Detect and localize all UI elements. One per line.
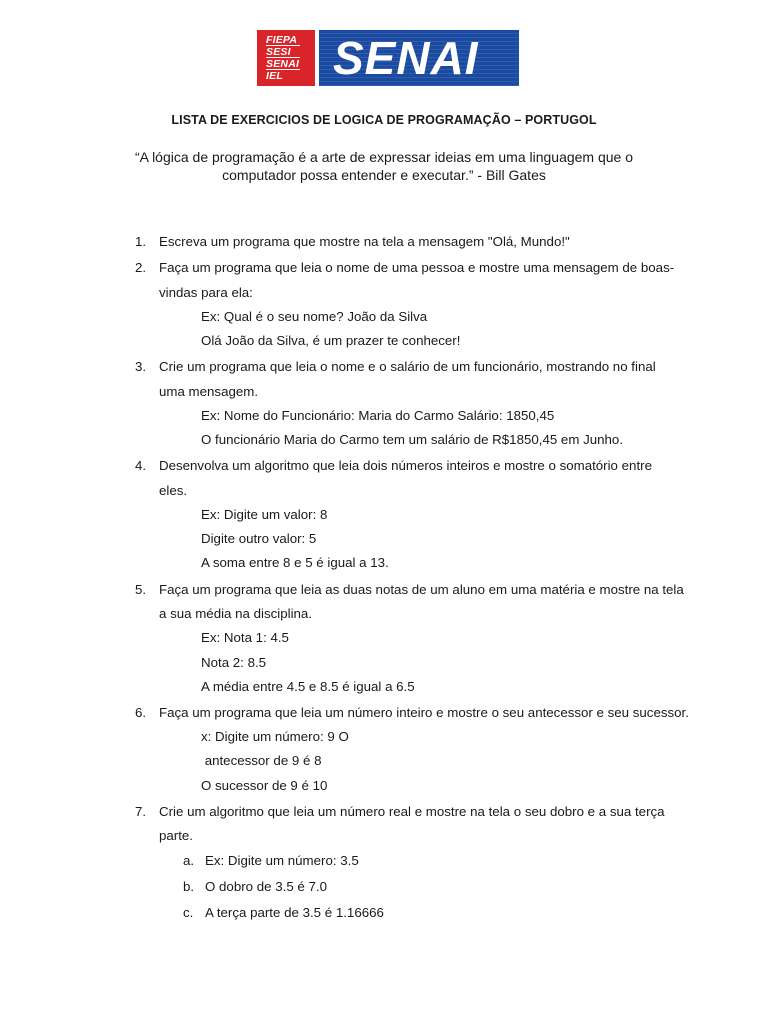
- item-text: Escreva um programa que mostre na tela a mensagem "Olá, Mundo!": [159, 234, 570, 249]
- example-line: O sucessor de 9 é 10: [201, 778, 328, 793]
- quote-line: “A lógica de programação é a arte de expressar ideias em uma linguagem que o: [134, 149, 634, 165]
- item-number: 1.: [135, 234, 147, 249]
- item-text: parte.: [159, 828, 194, 843]
- senai-wordmark-box: [319, 30, 519, 86]
- item-text: vindas para ela:: [159, 285, 253, 300]
- item-number: 5.: [135, 582, 147, 597]
- example-line: A soma entre 8 e 5 é igual a 13.: [201, 555, 389, 570]
- badge-line: IEL: [266, 70, 283, 82]
- example-line: antecessor de 9 é 8: [201, 753, 322, 768]
- example-line: Ex: Digite um valor: 8: [201, 507, 328, 522]
- badge-line: FIEPA: [266, 35, 300, 46]
- item-text: Faça um programa que leia as duas notas de um aluno em uma matéria e mostre na tela: [159, 582, 684, 597]
- senai-logo: [257, 30, 519, 86]
- item-number: 2.: [135, 260, 147, 275]
- example-line: O funcionário Maria do Carmo tem um salário de R$1850,45 em Junho.: [201, 432, 624, 447]
- quote: [120, 148, 648, 184]
- sub-item-letter: b.: [183, 879, 195, 894]
- item-number: 3.: [135, 359, 147, 374]
- senai-wordmark: SENAI: [333, 32, 479, 84]
- example-line: Olá João da Silva, é um prazer te conhecer!: [201, 333, 461, 348]
- item-number: 7.: [135, 804, 147, 819]
- item-number: 6.: [135, 705, 147, 720]
- item-text: Crie um programa que leia o nome e o salário de um funcionário, mostrando no final: [159, 359, 656, 374]
- badge-line: SENAI: [266, 58, 300, 70]
- item-number: 4.: [135, 458, 147, 473]
- item-text: Desenvolva um algoritmo que leia dois números inteiros e mostre o somatório entre: [159, 458, 652, 473]
- item-text: uma mensagem.: [159, 384, 259, 399]
- example-line: Ex: Nota 1: 4.5: [201, 630, 289, 645]
- sub-item-text: O dobro de 3.5 é 7.0: [205, 879, 327, 894]
- fiepa-sesi-senai-iel-badge: [257, 30, 315, 86]
- badge-line: SESI: [266, 47, 300, 58]
- example-line: A média entre 4.5 e 8.5 é igual a 6.5: [201, 679, 415, 694]
- quote-line: computador possa entender e executar.” - Bill Gates: [222, 167, 546, 183]
- sub-item-letter: a.: [183, 853, 195, 868]
- item-text: Crie um algoritmo que leia um número real e mostre na tela o seu dobro e a sua terça: [159, 804, 665, 819]
- example-line: Digite outro valor: 5: [201, 531, 317, 546]
- item-text: eles.: [159, 483, 188, 498]
- example-line: Ex: Nome do Funcionário: Maria do Carmo Salário: 1850,45: [201, 408, 555, 423]
- example-line: Nota 2: 8.5: [201, 655, 267, 670]
- sub-item-letter: c.: [183, 905, 194, 920]
- example-line: x: Digite um número: 9 O: [201, 729, 349, 744]
- page-title: LISTA DE EXERCICIOS DE LOGICA DE PROGRAMAÇÃO – PORTUGOL: [171, 113, 597, 127]
- example-line: Ex: Qual é o seu nome? João da Silva: [201, 309, 428, 324]
- item-text: Faça um programa que leia um número inteiro e mostre o seu antecessor e seu sucessor.: [159, 705, 689, 720]
- sub-item-text: Ex: Digite um número: 3.5: [205, 853, 359, 868]
- sub-item-text: A terça parte de 3.5 é 1.16666: [205, 905, 384, 920]
- item-text: a sua média na disciplina.: [159, 606, 313, 621]
- item-text: Faça um programa que leia o nome de uma pessoa e mostre uma mensagem de boas-: [159, 260, 675, 275]
